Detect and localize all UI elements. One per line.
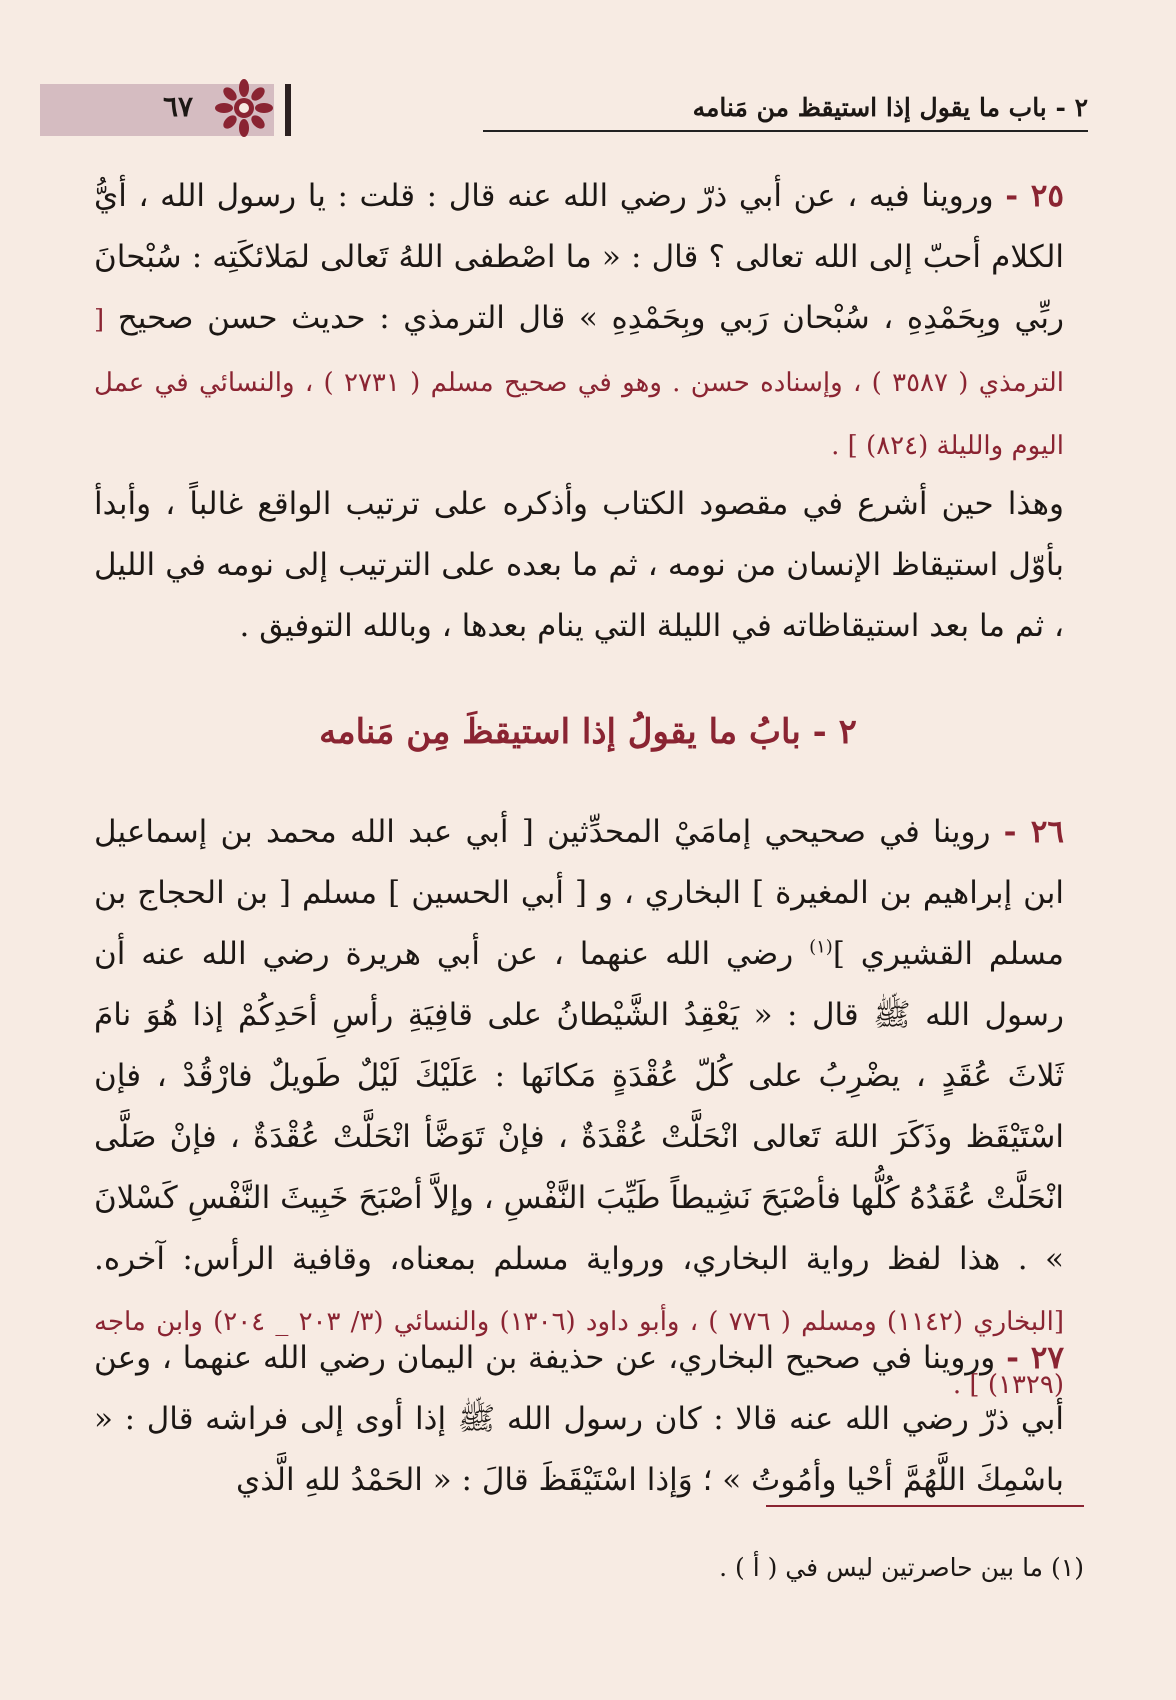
hadith-27 — [94, 1328, 1064, 1511]
rosette-ornament-icon — [214, 78, 274, 138]
header-divider-bar — [285, 84, 291, 136]
hadith-number: ٢٦ - — [1003, 814, 1064, 850]
hadith-text-continued: رضي الله عنهما ، عن أبي هريرة رضي الله عنه أن رسول الله ﷺ قال : « يَعْقِدُ الشَّيْطانُ على قافِيَةِ رأسِ أحَدِكُمْ إذا هُوَ نامَ ثَلاثَ عُقَدٍ ، يضْرِبُ على كُلّ عُقْدَةٍ مَكانَها : عَلَيْكَ لَيْلٌ طَويلٌ فارْقُدْ ، فإن اسْتَيْقَظ وذَكَرَ اللهَ تَعالى انْحَلَّتْ عُقْدَةٌ ، فإنْ تَوَضَّأ انْحَلَّتْ عُقْدَةٌ ، فإنْ صَلَّى انْحَلَّتْ عُقَدُهُ كُلُّها فأصْبَحَ نَشِيطاً طَيِّبَ النَّفْسِ ، وإلاَّ أصْبَحَ خَبِيثَ النَّفْسِ كَسْلانَ » . هذا لفظ رواية البخاري، ورواية مسلم بمعناه، وقافية الرأس: آخره. — [94, 936, 1064, 1277]
hadith-number: ٢٧ - — [1006, 1340, 1064, 1376]
intro-paragraph: وهذا حين أشرع في مقصود الكتاب وأذكره على ترتيب الواقع غالباً ، وأبدأ بأوّل استيقاظ الإنسان من نومه ، ثم ما بعده على الترتيب إلى نومه في الليل ، ثم ما بعد استيقاظاته في الليلة التي ينام بعدها ، وبالله التوفيق . — [94, 486, 1064, 644]
footnote — [104, 1550, 1084, 1586]
page-number: ٦٧ — [162, 90, 194, 123]
footnote-marker: (١) — [809, 936, 833, 958]
chapter-title: ٢ - بابُ ما يقولُ إذا استيقظَ مِن مَنامه — [319, 712, 857, 752]
hadith-text: وروينا في صحيح البخاري، عن حذيفة بن اليمان رضي الله عنهما ، وعن أبي ذرّ رضي الله عنه قالا : كان رسول الله ﷺ إذا أوى إلى فراشه قال : « باسْمِكَ اللَّهُمَّ أحْيا وأمُوتُ » ؛ وَإذا اسْتَيْقَظَ قالَ : « الحَمْدُ للهِ الَّذي — [94, 1340, 1064, 1498]
running-title: ٢ - باب ما يقول إذا استيقظ من مَنامه — [483, 92, 1088, 132]
footnote-separator — [766, 1505, 1084, 1507]
hadith-text: روينا في صحيحي إمامَيْ المحدِّثين [ أبي عبد الله محمد بن إسماعيل ابن إبراهيم بن المغيرة ] البخاري ، و [ أبي الحسين ] مسلم [ بن الحجاج بن مسلم القشيري ] — [94, 814, 1064, 972]
hadith-25 — [94, 166, 1064, 477]
footnote-text: ما بين حاصرتين ليس في ( أ ) . — [719, 1553, 1044, 1582]
footnote-mark: (١) — [1051, 1553, 1084, 1582]
hadith-reference: [ الترمذي ( ٣٥٨٧ ) ، وإسناده حسن . وهو في صحيح مسلم ( ٢٧٣١ ) ، والنسائي في عمل اليوم والليلة (٨٢٤) ] . — [94, 305, 1065, 461]
hadith-26 — [94, 802, 1064, 1416]
hadith-reference: [البخاري (١١٤٢) ومسلم ( ٧٧٦ ) ، وأبو داود (١٣٠٦) والنسائي (٣/ ٢٠٣ _ ٢٠٤) وابن ماجه (١٣٢٩) ] . — [94, 1307, 1065, 1400]
hadith-number: ٢٥ - — [1005, 178, 1064, 214]
hadith-text: وروينا فيه ، عن أبي ذرّ رضي الله عنه قال : قلت : يا رسول الله ، أيُّ الكلام أحبّ إلى الله تعالى ؟ قال : « ما اصْطفى اللهُ تَعالى لمَلائكَتِه : سُبْحانَ ربِّي وبِحَمْدِهِ ، سُبْحان رَبي وبِحَمْدِهِ » قال الترمذي : حديث حسن صحيح — [94, 178, 1064, 336]
